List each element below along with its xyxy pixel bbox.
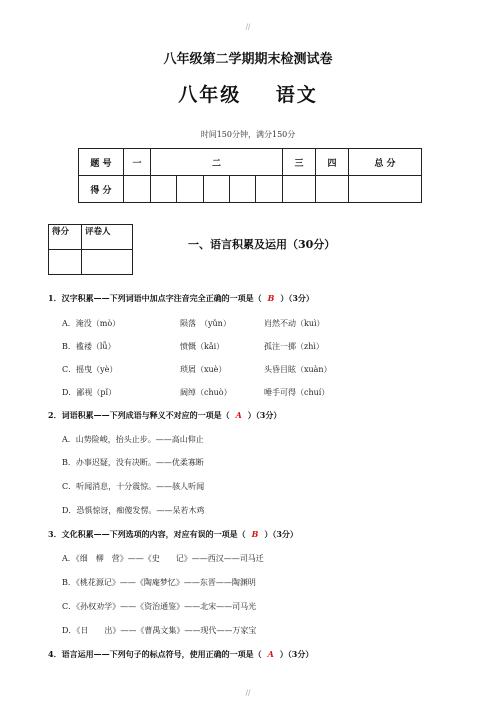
q2-option-c: C．听闻消息，十分震惊。——骇人听闻 (62, 482, 205, 491)
q3-option-b: B．《桃花源记》——《陶庵梦忆》——东晋——陶渊明 (62, 578, 256, 587)
q1-option-a-3: 岿然不动（kuì） (264, 319, 325, 328)
q1-option-a-1: A．淹没（mò） (62, 319, 121, 328)
question-2-prefix: 2．词语积累——下列成语与释义不对应的一项是（ (48, 410, 230, 420)
question-3-answer: B (251, 529, 259, 539)
q1-option-c-2: 琐屑（xuè） (180, 365, 227, 374)
score-cell (203, 176, 229, 203)
question-1-prefix: 1．汉字积累——下列词语中加点字注音完全正确的一项是（ (48, 293, 262, 303)
section-1-title: 一、语言积累及运用（30分） (188, 238, 336, 251)
score-header-cell: 总 分 (349, 149, 422, 176)
score-cell (124, 176, 151, 203)
score-cell (177, 176, 203, 203)
grader-name-label: 评卷人 (82, 225, 133, 250)
q1-option-d-3: 唾手可得（chuí） (264, 388, 330, 397)
q1-option-a-2: 陨落 （yǔn） (180, 319, 231, 328)
question-2 (48, 410, 281, 421)
score-cell (283, 176, 316, 203)
q1-option-b-3: 孤注一掷（zhì） (264, 342, 324, 351)
header-mark: // (245, 23, 251, 31)
score-cell (349, 176, 422, 203)
q1-option-c-1: C．摇曳（yè） (62, 365, 118, 374)
grader-table (48, 224, 133, 275)
exam-title: 八年级第二学期期末检测试卷 (163, 52, 333, 67)
q3-option-c: C．《孙权劝学》——《资治通鉴》——北宋——司马光 (62, 602, 257, 611)
q3-option-d: D．《日 出》——《曹禺文集》——现代——万家宝 (62, 626, 257, 635)
grader-score-cell (49, 250, 82, 275)
score-row-label: 得 分 (79, 176, 124, 203)
grader-score-label: 得分 (49, 225, 82, 250)
question-4-prefix: 4．语言运用——下列句子的标点符号，使用正确的一项是（ (48, 649, 262, 659)
grader-name-cell (82, 250, 133, 275)
score-cell (230, 176, 256, 203)
score-table-header-row (79, 149, 422, 176)
footer-mark: // (245, 689, 251, 697)
question-3 (48, 529, 298, 540)
q2-option-d: D．恐惧惊讶，痴傻发愣。——呆若木鸡 (62, 506, 205, 515)
question-2-answer: A (235, 410, 242, 420)
score-cell (151, 176, 177, 203)
q1-option-d-2: 阔绰（chuò） (180, 388, 232, 397)
score-header-cell: 四 (316, 149, 349, 176)
q3-option-a: A．《细 柳 营》——《史 记》——西汉——司马迁 (62, 554, 264, 563)
q2-option-b: B．办事迟疑，没有决断。——优柔寡断 (62, 458, 204, 467)
time-info: 时间150分钟，满分150分 (200, 130, 296, 139)
q1-option-d-1: D．鄙视（pǐ） (62, 388, 117, 397)
score-table (78, 148, 422, 203)
score-header-cell: 二 (151, 149, 283, 176)
q1-option-b-1: B．褴褛（lǚ） (62, 342, 116, 351)
q2-option-a: A．山势险峻，抬头止步。——高山仰止 (62, 435, 204, 444)
question-4-answer: A (267, 649, 274, 659)
q1-option-c-3: 头昏目眩（xuàn） (264, 365, 332, 374)
score-cell (316, 176, 349, 203)
question-2-suffix: ）（3分） (247, 410, 282, 420)
q1-option-b-2: 愤慨（kǎi） (180, 342, 225, 351)
question-1-suffix: ）（3分） (280, 293, 314, 303)
exam-subtitle: 八年级 语文 (178, 84, 318, 106)
score-cell (256, 176, 283, 203)
question-4 (48, 649, 313, 660)
score-header-cell: 三 (283, 149, 316, 176)
question-3-prefix: 3．文化积累——下列选项的内容，对应有误的一项是（ (48, 529, 246, 539)
question-3-suffix: ）（3分） (264, 529, 298, 539)
question-1 (48, 293, 314, 304)
score-header-cell: 一 (124, 149, 151, 176)
score-table-score-row (79, 176, 422, 203)
score-header-cell: 题 号 (79, 149, 124, 176)
question-4-suffix: ）（3分） (279, 649, 314, 659)
question-1-answer: B (267, 293, 275, 303)
